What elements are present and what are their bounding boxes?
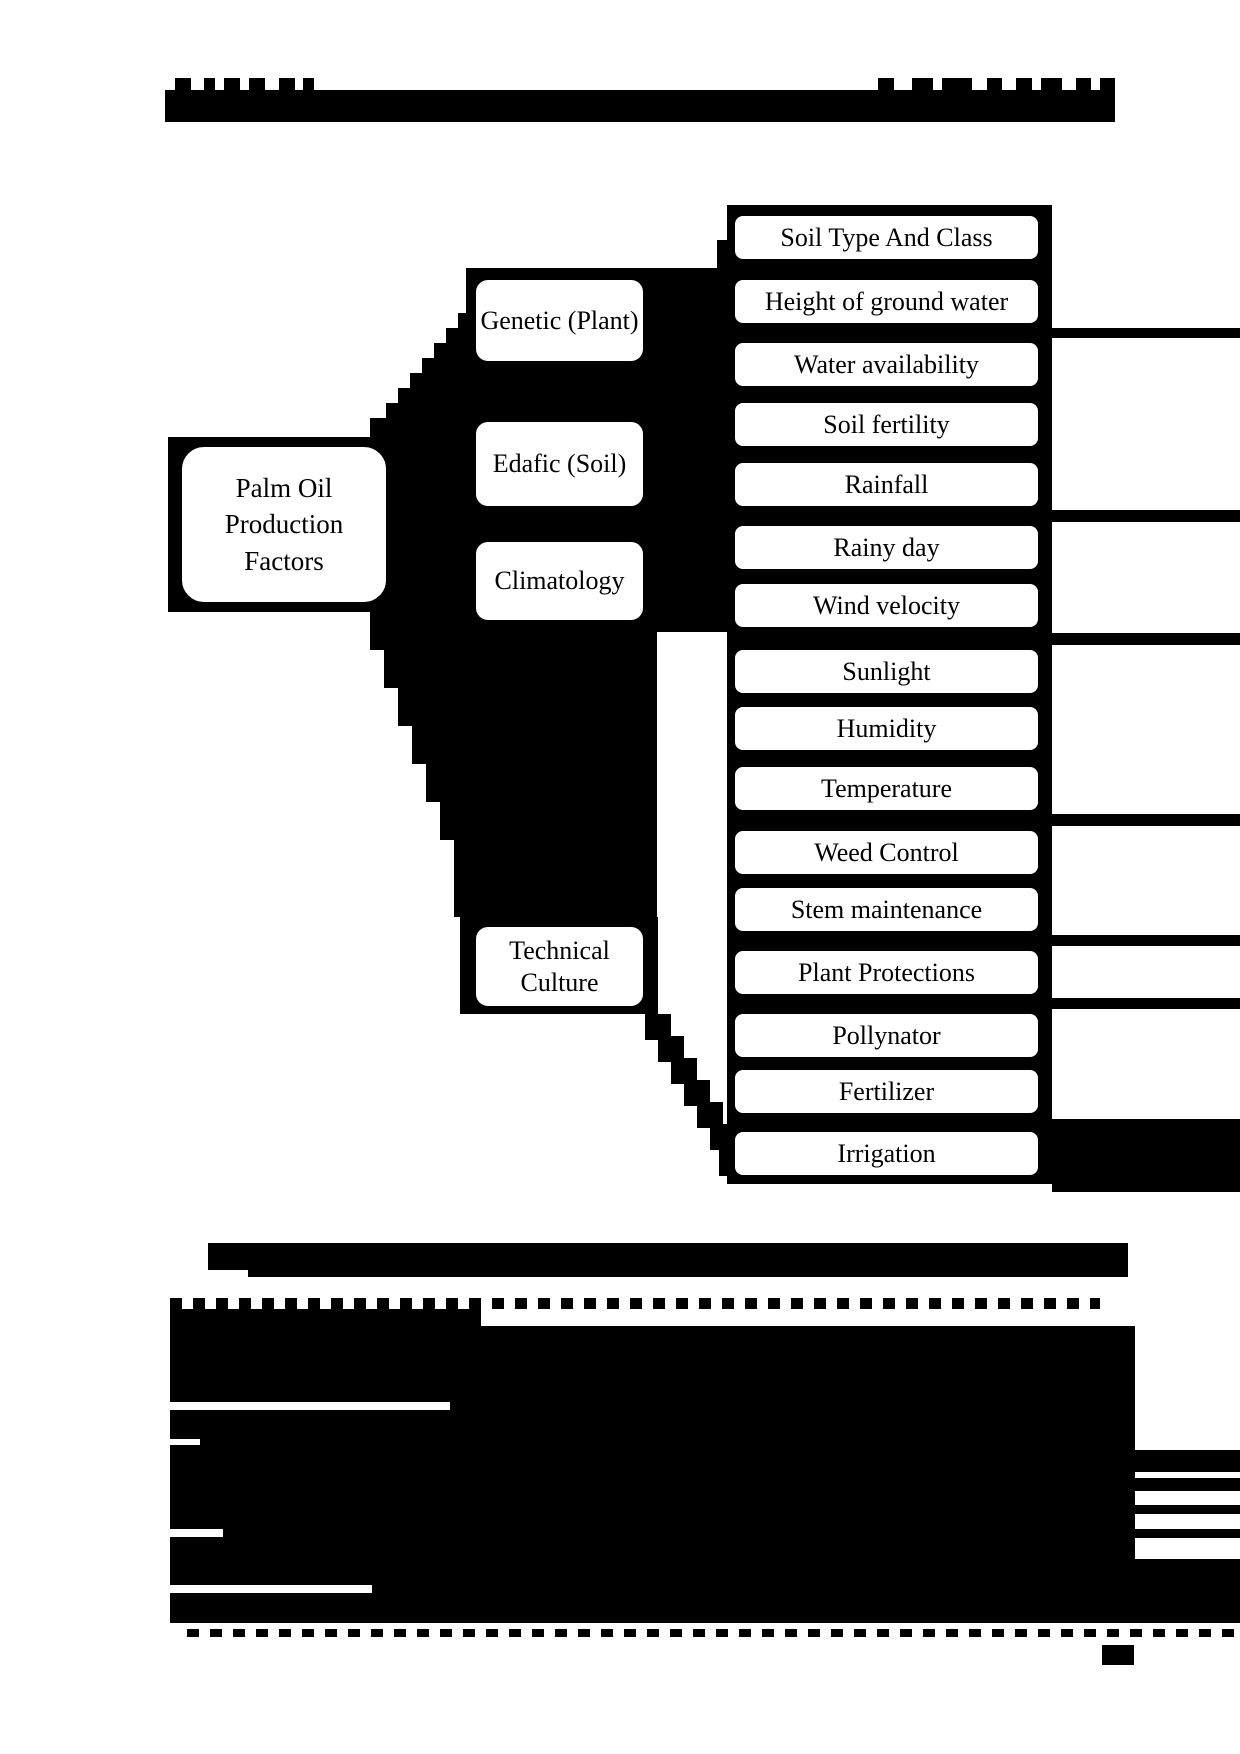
redacted-caption-bar [208, 1243, 1128, 1277]
connector-step [398, 612, 412, 726]
redaction-notch [987, 78, 1002, 91]
factor-label: Fertilizer [838, 1076, 935, 1106]
redaction-notch [204, 78, 215, 91]
connector-step [458, 313, 470, 437]
factor-box [733, 214, 1040, 261]
redaction-notch [1076, 78, 1091, 91]
category-label: Genetic (Plant) [480, 305, 639, 335]
redaction-bar [1135, 1478, 1240, 1491]
connector-step [412, 612, 426, 764]
redaction-bar [1135, 1529, 1240, 1538]
connector-step [370, 418, 386, 437]
redaction-square [1102, 1645, 1134, 1665]
factor-box [733, 949, 1040, 996]
redaction-gap [170, 1439, 200, 1445]
factor-box [733, 648, 1040, 695]
factor-label: Height of ground water [764, 286, 1009, 316]
factor-label: Soil fertility [823, 409, 950, 439]
redacted-dotted-line [170, 1298, 1100, 1309]
diagram-root-box [180, 445, 388, 604]
category-box-climatology [474, 540, 645, 622]
redaction-bar [1052, 814, 1240, 826]
category-box-genetic [474, 278, 645, 363]
redaction-block [1135, 1559, 1240, 1623]
factor-label: Water availability [794, 349, 979, 379]
connector-step [440, 612, 454, 840]
redaction-bar [1135, 1450, 1240, 1472]
redaction-notch [279, 78, 295, 91]
redaction-notch [1041, 78, 1062, 91]
category-label: Technical Culture [509, 936, 610, 997]
redaction-gap [167, 1529, 223, 1537]
factor-label: Irrigation [837, 1138, 936, 1168]
redaction-notch [942, 78, 972, 91]
redaction-gap [167, 1585, 372, 1593]
factor-box [733, 1130, 1040, 1177]
connector-step [454, 612, 466, 917]
factor-label: Weed Control [814, 837, 959, 867]
redaction-notch [175, 78, 191, 91]
connector-step [426, 612, 440, 802]
redaction-bar [170, 1309, 481, 1326]
redaction-gap [208, 1270, 248, 1277]
factor-box [733, 765, 1040, 812]
connector-step [384, 612, 398, 688]
redaction-bar [1052, 633, 1240, 645]
connector-step [370, 612, 384, 650]
factor-box [733, 886, 1040, 933]
factor-box [733, 461, 1040, 508]
redaction-notch [1016, 78, 1032, 91]
redaction-notch [912, 78, 933, 91]
redaction-bar [1052, 328, 1240, 338]
factor-label: Humidity [836, 713, 937, 743]
category-box-technical-culture [474, 925, 645, 1008]
category-label: Climatology [494, 566, 625, 596]
factor-label: Temperature [821, 773, 952, 803]
factor-label: Sunlight [842, 656, 931, 686]
factor-box [733, 1012, 1040, 1059]
factor-label: Plant Protections [798, 957, 975, 987]
redaction-bar [1052, 998, 1240, 1009]
factor-box [733, 1068, 1040, 1115]
category-box-edafic [474, 420, 645, 508]
factor-box [733, 829, 1040, 876]
redaction-bar [1052, 510, 1240, 522]
connector-fill [388, 420, 474, 612]
factor-label: Soil Type And Class [780, 222, 993, 252]
factor-box [733, 278, 1040, 325]
redaction-notch [249, 78, 265, 91]
redacted-paragraph-block [170, 1326, 1135, 1623]
factor-box [733, 705, 1040, 752]
redaction-bar [1135, 1505, 1240, 1514]
redaction-gap [170, 1402, 450, 1410]
factor-label: Pollynator [832, 1020, 941, 1050]
factor-box [733, 524, 1040, 571]
factor-label: Rainy day [833, 532, 940, 562]
connector-step [717, 240, 727, 270]
redaction-block [1052, 1129, 1240, 1192]
diagram-root-label: Palm Oil Production Factors [224, 472, 344, 576]
redaction-notch [303, 78, 314, 91]
factor-box [733, 401, 1040, 448]
factor-box [733, 341, 1040, 388]
category-label: Edafic (Soil) [492, 449, 627, 479]
redacted-dotted-line [187, 1629, 1234, 1637]
factor-label: Rainfall [844, 469, 929, 499]
redaction-bar [165, 90, 1115, 122]
factor-label: Wind velocity [813, 590, 960, 620]
factor-box [733, 582, 1040, 629]
redaction-notch [1100, 78, 1115, 91]
factor-label: Stem maintenance [790, 894, 983, 924]
redaction-bar [1052, 1119, 1240, 1129]
redaction-notch [224, 78, 240, 91]
redaction-bar [1052, 935, 1240, 946]
redaction-notch [878, 78, 894, 91]
